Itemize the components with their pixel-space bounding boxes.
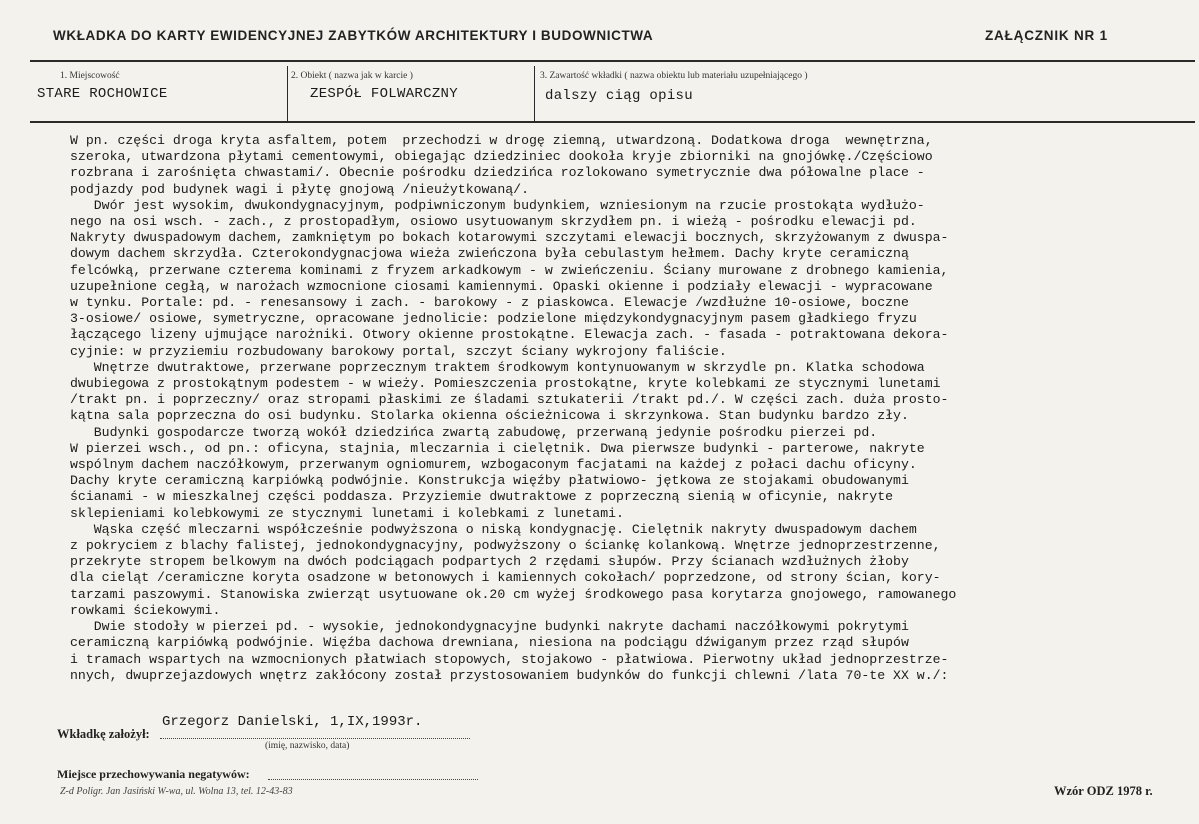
text-line: Budynki gospodarcze tworzą wokół dziedzińca zwartą zabudowę, przerwaną jedynie pośrodku pierzei pd. [70,424,878,440]
text-line: Wnętrze dwutraktowe, przerwane poprzecznym traktem środkowym kontynuowanym w skrzydle pn. Klatka schodowa [70,359,925,375]
text-line: ścianami - w mieszkalnej części poddasza. Przyziemie dwutraktowe z poprzeczną sienią w oficynie, nakryte [70,489,894,505]
text-line: Dachy kryte ceramiczną karpiówką podwójnie. Konstrukcja więźby płatwiowo- jętkowa ze stojakami obudowanymi [70,473,909,489]
negatives-label: Miejsce przechowywania negatywów: [57,767,250,781]
text-line: dla cieląt /ceramiczne koryta osadzone w betonowych i kamiennych cokołach/ poprzedzone, od strony ścian, kory- [70,570,941,586]
signature-line [160,738,470,739]
text-line: W pierzei wsch., od pn.: oficyna, stajnia, mleczarnia i cielętnik. Dwa pierwsze budynki - parterowe, nakryte [70,440,925,456]
form-title: WKŁADKA DO KARTY EWIDENCYJNEJ ZABYTKÓW ARCHITEKTURY I BUDOWNICTWA [53,28,654,43]
text-line: felcówką, przerwane czterema kominami z fryzem arkadkowym - w zwieńczeniu. Ściany murowane z drobnego kamienia, [70,262,949,278]
text-line: /trakt pn. i poprzeczny/ oraz stropami płaskimi ze śladami sztukaterii /trakt pd./. W części zach. duża prosto- [70,392,949,408]
negatives-line [268,779,478,780]
text-line: i tramach wspartych na wzmocnionych płatwiach stopowych, stojakowo - płatwiowa. Pierwotny układ jednoprzestrze- [70,651,949,667]
printer-imprint: Z-d Poligr. Jan Jasiński W-wa, ul. Wolna 13, tel. 12-43-83 [60,786,293,797]
text-line: rowkami ściekowymi. [70,602,221,618]
text-line: podjazdy pod budynek wagi i płytę gnojową /nieużytkowaną/. [70,181,529,197]
text-line: wspólnym dachem naczółkowym, przerwanym ogniomurem, wzbogaconym facjatami na każdej z połaci dachu oficyny. [70,457,917,473]
text-line: Wąska część mleczarni współcześnie podwyższona o niską kondygnację. Cielętnik nakryty dwuspadowym dachem [70,521,917,537]
field-value-locality: STARE ROCHOWICE [37,86,168,102]
field-separator-1 [287,66,288,121]
text-line: rozbrana i zarośnięta chwastami/. Obecnie pośrodku dziedzińca rozlokowano symetrycznie dwa półowalne place - [70,165,925,181]
text-line: uzupełnione cegłą, w narożach wzmocnione ciosami kamiennymi. Opaski okienne i podziały elewacji - wypracowane [70,278,933,294]
text-line: dwubiegowa z prostokątnym podestem - w wieży. Pomieszczenia prostokątne, kryte kolebkami ze stycznymi lunetami [70,376,941,392]
field-value-contents: dalszy ciąg opisu [545,88,693,104]
text-line: nego na osi wsch. - zach., z prostopadłym, osiowo usytuowanym skrzydłem pn. i wieżą - pośrodku elewacji pd. [70,214,917,230]
field-value-object: ZESPÓŁ FOLWARCZNY [310,86,458,102]
text-line: szeroka, utwardzona płytami cementowymi, obiegając dziedziniec dookoła kryje zbiorniki na gnojówkę./Częściowo [70,149,933,165]
text-line: sklepieniami kolebkowymi ze stycznymi lunetami i kolebkami z lunetami. [70,505,624,521]
text-line: przekryte stropem belkowym na dwóch podciągach podpartych 2 rzędami słupów. Przy ścianach wzdłużnych żłoby [70,554,909,570]
text-line: nnych, dwuprzejazdowych wnętrz zakłócony został przystosowaniem budynków do funkcji chlewni /lata 70-te XX w./: [70,667,949,683]
divider-fields [30,121,1195,123]
field-separator-2 [534,66,535,121]
description-text [70,133,1170,684]
text-line: W pn. części droga kryta asfaltem, potem przechodzi w drogę ziemną, utwardzoną. Dodatkowa droga wewnętrzna, [70,133,933,148]
annex-number: ZAŁĄCZNIK NR 1 [985,28,1108,43]
text-line: cyjnie: w przyziemiu rozbudowany barokowy portal, szczyt ściany wykrojony faliście. [70,343,727,359]
signature-hint: (imię, nazwisko, data) [265,741,350,751]
text-line: Dwie stodoły w pierzei pd. - wysokie, jednokondygnacyjne budynki nakryte dachami naczółkowymi pokrytymi [70,619,909,635]
signature-value: Grzegorz Danielski, 1,IX,1993r. [162,714,423,730]
text-line: w tynku. Portale: pd. - renesansowy i zach. - barokowy - z piaskowca. Elewacje /wzdłużne 10-osiowe, boczne [70,295,909,311]
field-label-locality: 1. Miejscowość [60,71,120,81]
text-line: tarzami paszowymi. Stanowiska zwierząt usytuowane ok.20 cm wyżej środkowego pasa korytarza gnojowego, ramowanego [70,586,957,602]
divider-top [30,60,1195,62]
text-line: z pokryciem z blachy falistej, jednokondygnacyjny, podwyższony o ściankę kolankową. Wnętrze jednoprzestrzenne, [70,538,941,554]
field-label-object: 2. Obiekt ( nazwa jak w karcie ) [291,71,413,81]
text-line: Nakryty dwuspadowym dachem, zamkniętym po bokach kotarowymi szczytami elewacji bocznych, skrzyżowanym z dwuspa- [70,230,949,246]
text-line: ceramiczną karpiówką podwójnie. Więźba dachowa drewniana, niesiona na podciągu dźwiganym przez rząd słupów [70,635,909,651]
text-line: 3-osiowe/ osiowe, symetryczne, opracowane jednolicie: podzielone międzykondygnacyjnym pasem gładkiego fryzu [70,311,917,327]
text-line: kątna sala poprzeczna do osi budynku. Stolarka okienna ościeżnicowa i skrzynkowa. Stan budynku bardzo zły. [70,408,909,424]
field-label-contents: 3. Zawartość wkładki ( nazwa obiektu lub materiału uzupełniającego ) [540,71,808,81]
text-line: Dwór jest wysokim, dwukondygnacyjnym, podpiwniczonym budynkiem, wzniesionym na rzucie prostokąta wydłużo- [70,197,925,213]
text-line: dowym dachem skrzydła. Czterokondygnacjowa wieża zwieńczona była cebulastym hełmem. Dachy kryte ceramiczną [70,246,909,262]
form-model: Wzór ODZ 1978 r. [1054,784,1153,798]
signature-label: Wkładkę założył: [57,727,150,741]
text-line: łączącego lizeny ujmujące narożniki. Otwory okienne prostokątne. Elewacja zach. - fasada - potraktowana dekora- [70,327,949,343]
